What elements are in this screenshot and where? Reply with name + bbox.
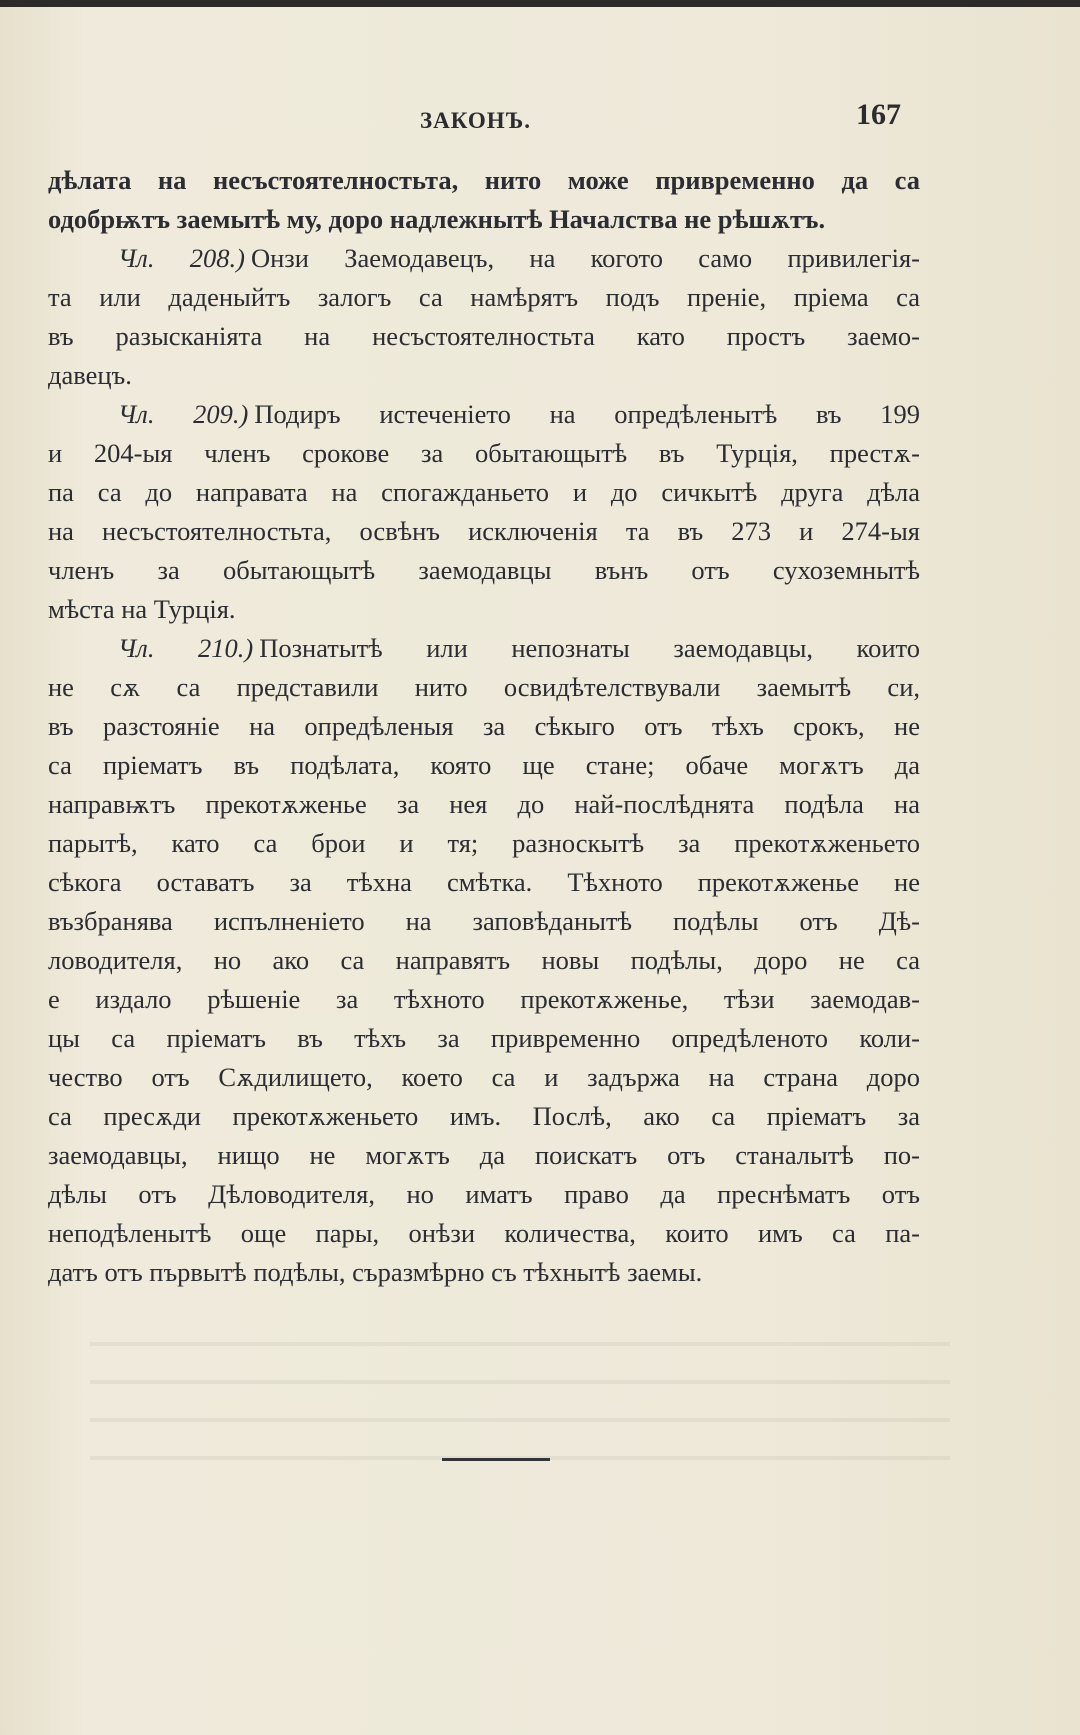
text-line: не сѫ са представили нито освидѣтелствували заемытѣ си, — [48, 672, 920, 702]
text-line: па са до направата на спогажданьето и до сичкытѣ друга дѣла — [48, 477, 920, 507]
text-line: Онзи Заемодавецъ, на когото само привилегія- — [250, 243, 921, 273]
text-line: мѣста на Турція. — [48, 594, 236, 624]
closing-rule — [442, 1458, 550, 1461]
text-line: одобрѭтъ заемытѣ му, доро надлежнытѣ Началства не рѣшѫтъ. — [48, 204, 826, 234]
text-line: на несъстоятелностьта, освѣнъ исключенія та въ 273 и 274-ыя — [48, 516, 920, 546]
text-line: парытѣ, като са брои и тя; разноскытѣ за прекотѫженьето — [48, 828, 920, 858]
text-line: сѣкога оставатъ за тѣхна смѣтка. Тѣхното прекотѫженье не — [48, 867, 920, 897]
show-through-text — [90, 1320, 950, 1470]
text-line: заемодавцы, нищо не могѫтъ да поискатъ отъ станалытѣ по- — [48, 1140, 920, 1170]
text-line: направѭтъ прекотѫженье за нея до най-послѣднята подѣла на — [48, 789, 920, 819]
text-line: въ разстояніе на опредѣленыя за сѣкыго отъ тѣхъ срокъ, не — [48, 711, 920, 741]
text-line: неподѣленытѣ още пары, онѣзи количества, които имъ са па- — [48, 1218, 920, 1248]
article-208-label: Чл. 208.) — [118, 243, 245, 273]
text-line: членъ за обытающытѣ заемодавцы вънъ отъ сухоземнытѣ — [48, 555, 920, 585]
text-line: Познатытѣ или непознаты заемодавцы, които — [259, 633, 920, 663]
page-header — [0, 98, 1080, 144]
text-line: цы са пріематъ въ тѣхъ за привременно опредѣленото коли- — [48, 1023, 920, 1053]
text-line: датъ отъ първытѣ подѣлы, съразмѣрно съ тѣхнытѣ заемы. — [48, 1257, 703, 1287]
text-line: и 204-ыя членъ срокове за обытающытѣ въ Турція, престѫ- — [48, 438, 920, 468]
text-line: ловодителя, но ако са направятъ новы подѣлы, доро не са — [48, 945, 920, 975]
article-209-label: Чл. 209.) — [118, 399, 249, 429]
text-line: въ разысканіята на несъстоятелностьта като простъ заемо- — [48, 321, 920, 351]
text-line: е издало рѣшеніе за тѣхното прекотѫженье, тѣзи заемодав- — [48, 984, 920, 1014]
article-208-first-line — [48, 239, 920, 278]
text-line: възбранява испълненіето на заповѣданытѣ подѣлы отъ Дѣ- — [48, 906, 920, 936]
page-number: 167 — [856, 98, 901, 131]
text-line: давецъ. — [48, 360, 132, 390]
text-line: дѣлы отъ Дѣловодителя, но иматъ право да преснѣматъ отъ — [48, 1179, 920, 1209]
running-title: ЗАКОНЪ. — [420, 108, 531, 133]
text-line: та или даденыйтъ залогъ са намѣрятъ подъ преніе, пріема са — [48, 282, 920, 312]
text-line: чество отъ Сѫдилището, което са и задържа на страна доро — [48, 1062, 920, 1092]
text-line: са пріематъ въ подѣлата, която ще стане; обаче могѫтъ да — [48, 750, 920, 780]
text-line: са пресѫди прекотѫженьето имъ. Послѣ, ако са пріематъ за — [48, 1101, 920, 1131]
body-text — [48, 161, 920, 1292]
top-edge-rule — [0, 0, 1080, 7]
article-210-first-line — [48, 629, 920, 668]
text-line: Подиръ истеченіето на опредѣленытѣ въ 199 — [254, 399, 921, 429]
article-210-label: Чл. 210.) — [118, 633, 254, 663]
article-209-first-line — [48, 395, 920, 434]
text-line: дѣлата на несъстоятелностьта, нито може привременно да са — [48, 165, 920, 195]
